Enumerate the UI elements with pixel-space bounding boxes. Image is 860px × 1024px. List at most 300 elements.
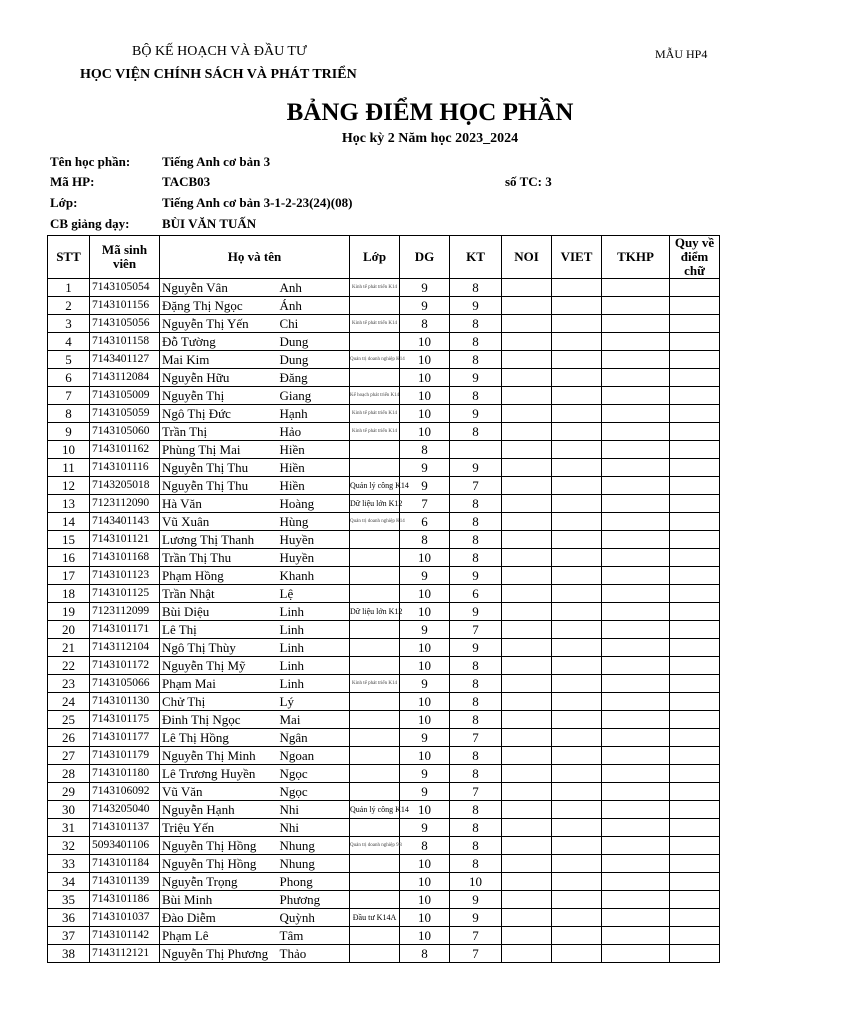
- cell-dg: 8: [400, 945, 450, 963]
- cell-class: Kế hoạch phát triển K14: [350, 387, 400, 405]
- cell-noi: [502, 297, 552, 315]
- cell-stt: 31: [48, 819, 90, 837]
- cell-first-name: Đăng: [280, 369, 350, 387]
- cell-letter-grade: [670, 765, 720, 783]
- cell-kt: 8: [450, 513, 502, 531]
- cell-last-name: Nguyễn Thị Phương: [160, 945, 280, 963]
- table-row: [48, 657, 770, 675]
- cell-first-name: Ánh: [280, 297, 350, 315]
- header-viet: VIET: [552, 236, 602, 279]
- cell-first-name: Ngoan: [280, 747, 350, 765]
- cell-tkhp: [602, 513, 670, 531]
- cell-student-id: 7143101137: [90, 819, 160, 837]
- cell-noi: [502, 819, 552, 837]
- cell-last-name: Phạm Lê: [160, 927, 280, 945]
- cell-stt: 17: [48, 567, 90, 585]
- cell-letter-grade: [670, 369, 720, 387]
- cell-class: [350, 459, 400, 477]
- cell-stt: 29: [48, 783, 90, 801]
- cell-class: [350, 819, 400, 837]
- cell-noi: [502, 513, 552, 531]
- cell-stt: 18: [48, 585, 90, 603]
- cell-student-id: 7143105056: [90, 315, 160, 333]
- header-student-id: Mã sinh viên: [90, 236, 160, 279]
- cell-noi: [502, 387, 552, 405]
- cell-stt: 23: [48, 675, 90, 693]
- cell-kt: 8: [450, 315, 502, 333]
- cell-letter-grade: [670, 891, 720, 909]
- cell-last-name: Đinh Thị Ngọc: [160, 711, 280, 729]
- cell-viet: [552, 477, 602, 495]
- cell-viet: [552, 369, 602, 387]
- cell-tkhp: [602, 855, 670, 873]
- cell-viet: [552, 945, 602, 963]
- table-row: [48, 801, 770, 819]
- cell-letter-grade: [670, 747, 720, 765]
- cell-class: [350, 585, 400, 603]
- cell-first-name: Mai: [280, 711, 350, 729]
- cell-kt: 8: [450, 675, 502, 693]
- cell-viet: [552, 855, 602, 873]
- cell-kt: 8: [450, 549, 502, 567]
- cell-dg: 7: [400, 495, 450, 513]
- cell-kt: 7: [450, 783, 502, 801]
- cell-kt: 8: [450, 279, 502, 297]
- cell-stt: 12: [48, 477, 90, 495]
- cell-viet: [552, 837, 602, 855]
- cell-noi: [502, 621, 552, 639]
- cell-last-name: Ngô Thị Đức: [160, 405, 280, 423]
- cell-kt: 8: [450, 531, 502, 549]
- cell-viet: [552, 351, 602, 369]
- cell-last-name: Nguyễn Thị: [160, 387, 280, 405]
- cell-last-name: Lê Thị Hồng: [160, 729, 280, 747]
- cell-class: [350, 549, 400, 567]
- cell-kt: 8: [450, 837, 502, 855]
- cell-tkhp: [602, 351, 670, 369]
- cell-first-name: Hiền: [280, 477, 350, 495]
- cell-noi: [502, 279, 552, 297]
- cell-class: [350, 945, 400, 963]
- cell-first-name: Lệ: [280, 585, 350, 603]
- cell-tkhp: [602, 819, 670, 837]
- cell-tkhp: [602, 369, 670, 387]
- cell-student-id: 7143112104: [90, 639, 160, 657]
- cell-viet: [552, 549, 602, 567]
- cell-last-name: Vũ Văn: [160, 783, 280, 801]
- cell-letter-grade: [670, 279, 720, 297]
- table-row: [48, 531, 770, 549]
- table-row: [48, 549, 770, 567]
- cell-student-id: 7143101121: [90, 531, 160, 549]
- cell-first-name: Dung: [280, 333, 350, 351]
- cell-stt: 38: [48, 945, 90, 963]
- cell-class: Quản trị doanh nghiệp K14: [350, 351, 400, 369]
- cell-class: [350, 693, 400, 711]
- cell-dg: 8: [400, 531, 450, 549]
- cell-noi: [502, 747, 552, 765]
- cell-class: Kinh tế phát triển K14: [350, 675, 400, 693]
- table-row: [48, 783, 770, 801]
- cell-dg: 10: [400, 801, 450, 819]
- cell-first-name: Nhi: [280, 819, 350, 837]
- table-row: [48, 945, 770, 963]
- cell-class: Quản trị doanh nghiệp K14: [350, 513, 400, 531]
- cell-first-name: Thảo: [280, 945, 350, 963]
- cell-student-id: 7143101139: [90, 873, 160, 891]
- cell-student-id: 7123112090: [90, 495, 160, 513]
- cell-student-id: 7143401127: [90, 351, 160, 369]
- cell-last-name: Đào Diễm: [160, 909, 280, 927]
- class-value: Tiếng Anh cơ bản 3-1-2-23(24)(08): [162, 195, 353, 210]
- cell-first-name: Huyền: [280, 549, 350, 567]
- cell-tkhp: [602, 927, 670, 945]
- document-subtitle: Học kỳ 2 Năm học 2023_2024: [341, 131, 519, 146]
- table-row: [48, 693, 770, 711]
- cell-dg: 9: [400, 477, 450, 495]
- credits-value: số TC: 3: [505, 174, 552, 189]
- cell-dg: 10: [400, 585, 450, 603]
- cell-noi: [502, 945, 552, 963]
- table-row: [48, 567, 770, 585]
- table-row: [48, 441, 770, 459]
- cell-student-id: 7143205040: [90, 801, 160, 819]
- cell-last-name: Phạm Hồng: [160, 567, 280, 585]
- cell-kt: 8: [450, 333, 502, 351]
- cell-tkhp: [602, 567, 670, 585]
- cell-dg: 10: [400, 909, 450, 927]
- cell-letter-grade: [670, 855, 720, 873]
- cell-letter-grade: [670, 639, 720, 657]
- table-row: [48, 315, 770, 333]
- table-row: [48, 297, 770, 315]
- cell-first-name: Hoàng: [280, 495, 350, 513]
- cell-stt: 33: [48, 855, 90, 873]
- cell-viet: [552, 531, 602, 549]
- cell-letter-grade: [670, 585, 720, 603]
- table-row: [48, 405, 770, 423]
- cell-stt: 28: [48, 765, 90, 783]
- cell-dg: 10: [400, 351, 450, 369]
- cell-first-name: Nhung: [280, 837, 350, 855]
- cell-dg: 10: [400, 657, 450, 675]
- cell-kt: 9: [450, 603, 502, 621]
- cell-letter-grade: [670, 801, 720, 819]
- table-row: [48, 369, 770, 387]
- cell-tkhp: [602, 315, 670, 333]
- cell-class: Dữ liệu lớn K12: [350, 603, 400, 621]
- cell-tkhp: [602, 441, 670, 459]
- cell-dg: 9: [400, 675, 450, 693]
- cell-student-id: 5093401106: [90, 837, 160, 855]
- cell-first-name: Khanh: [280, 567, 350, 585]
- cell-stt: 26: [48, 729, 90, 747]
- cell-last-name: Nguyễn Hữu: [160, 369, 280, 387]
- cell-tkhp: [602, 675, 670, 693]
- cell-student-id: 7143101172: [90, 657, 160, 675]
- cell-class: [350, 729, 400, 747]
- cell-tkhp: [602, 603, 670, 621]
- cell-letter-grade: [670, 783, 720, 801]
- cell-kt: 8: [450, 747, 502, 765]
- cell-student-id: 7143101158: [90, 333, 160, 351]
- table-row: [48, 585, 770, 603]
- cell-dg: 10: [400, 387, 450, 405]
- cell-last-name: Đặng Thị Ngọc: [160, 297, 280, 315]
- cell-class: [350, 765, 400, 783]
- cell-viet: [552, 459, 602, 477]
- table-row: [48, 765, 770, 783]
- table-row: [48, 729, 770, 747]
- cell-class: [350, 333, 400, 351]
- grade-table: [47, 235, 770, 963]
- cell-last-name: Đỗ Tường: [160, 333, 280, 351]
- cell-student-id: 7143101180: [90, 765, 160, 783]
- cell-stt: 36: [48, 909, 90, 927]
- table-row: [48, 423, 770, 441]
- table-row: [48, 873, 770, 891]
- header-dg: DG: [400, 236, 450, 279]
- form-code: MẪU HP4: [655, 47, 708, 61]
- cell-stt: 32: [48, 837, 90, 855]
- table-row: [48, 927, 770, 945]
- cell-tkhp: [602, 621, 670, 639]
- table-row: [48, 351, 770, 369]
- header-stt: STT: [48, 236, 90, 279]
- cell-stt: 15: [48, 531, 90, 549]
- cell-stt: 1: [48, 279, 90, 297]
- cell-viet: [552, 423, 602, 441]
- cell-noi: [502, 351, 552, 369]
- cell-letter-grade: [670, 603, 720, 621]
- cell-noi: [502, 801, 552, 819]
- cell-tkhp: [602, 657, 670, 675]
- cell-dg: 10: [400, 693, 450, 711]
- cell-first-name: Ngọc: [280, 765, 350, 783]
- cell-class: [350, 567, 400, 585]
- cell-tkhp: [602, 909, 670, 927]
- table-header-row: [48, 236, 770, 279]
- cell-class: [350, 711, 400, 729]
- cell-class: Kinh tế phát triển K14: [350, 423, 400, 441]
- cell-tkhp: [602, 297, 670, 315]
- cell-viet: [552, 639, 602, 657]
- cell-dg: 10: [400, 873, 450, 891]
- cell-stt: 8: [48, 405, 90, 423]
- cell-last-name: Chử Thị: [160, 693, 280, 711]
- cell-class: [350, 747, 400, 765]
- cell-last-name: Vũ Xuân: [160, 513, 280, 531]
- cell-class: Quản lý công K14: [350, 477, 400, 495]
- cell-tkhp: [602, 765, 670, 783]
- cell-last-name: Nguyễn Thị Minh: [160, 747, 280, 765]
- cell-tkhp: [602, 711, 670, 729]
- cell-letter-grade: [670, 819, 720, 837]
- cell-class: Quản trị doanh nghiệp 9B: [350, 837, 400, 855]
- header-full-name: Họ và tên: [160, 236, 350, 279]
- cell-dg: 10: [400, 549, 450, 567]
- cell-student-id: 7143105054: [90, 279, 160, 297]
- academy-name: HỌC VIỆN CHÍNH SÁCH VÀ PHÁT TRIỂN: [80, 67, 357, 82]
- cell-last-name: Nguyễn Thị Mỹ: [160, 657, 280, 675]
- cell-tkhp: [602, 747, 670, 765]
- cell-viet: [552, 279, 602, 297]
- table-row: [48, 333, 770, 351]
- cell-tkhp: [602, 477, 670, 495]
- table-row: [48, 891, 770, 909]
- cell-last-name: Trần Thị: [160, 423, 280, 441]
- cell-letter-grade: [670, 405, 720, 423]
- cell-stt: 2: [48, 297, 90, 315]
- cell-class: Quản lý công K14: [350, 801, 400, 819]
- cell-tkhp: [602, 387, 670, 405]
- cell-viet: [552, 405, 602, 423]
- cell-tkhp: [602, 531, 670, 549]
- cell-letter-grade: [670, 675, 720, 693]
- cell-student-id: 7143101175: [90, 711, 160, 729]
- cell-noi: [502, 873, 552, 891]
- cell-kt: 8: [450, 495, 502, 513]
- cell-dg: 6: [400, 513, 450, 531]
- cell-first-name: Nhi: [280, 801, 350, 819]
- cell-stt: 27: [48, 747, 90, 765]
- cell-dg: 9: [400, 783, 450, 801]
- cell-first-name: Linh: [280, 603, 350, 621]
- cell-viet: [552, 873, 602, 891]
- cell-noi: [502, 837, 552, 855]
- cell-student-id: 7143101130: [90, 693, 160, 711]
- cell-viet: [552, 909, 602, 927]
- cell-first-name: Quỳnh: [280, 909, 350, 927]
- cell-kt: 9: [450, 567, 502, 585]
- cell-kt: 9: [450, 405, 502, 423]
- cell-dg: 9: [400, 459, 450, 477]
- cell-last-name: Nguyễn Thị Hồng: [160, 855, 280, 873]
- cell-stt: 5: [48, 351, 90, 369]
- cell-viet: [552, 441, 602, 459]
- cell-dg: 10: [400, 855, 450, 873]
- cell-noi: [502, 657, 552, 675]
- cell-noi: [502, 531, 552, 549]
- header-noi: NOI: [502, 236, 552, 279]
- cell-letter-grade: [670, 873, 720, 891]
- cell-last-name: Nguyễn Vân: [160, 279, 280, 297]
- cell-class: Kinh tế phát triển K14: [350, 279, 400, 297]
- cell-viet: [552, 747, 602, 765]
- cell-kt: 8: [450, 387, 502, 405]
- table-row: [48, 603, 770, 621]
- cell-class: Kinh tế phát triển K14: [350, 315, 400, 333]
- table-row: [48, 747, 770, 765]
- table-row: [48, 279, 770, 297]
- cell-dg: 10: [400, 405, 450, 423]
- cell-stt: 20: [48, 621, 90, 639]
- cell-stt: 19: [48, 603, 90, 621]
- cell-student-id: 7143101162: [90, 441, 160, 459]
- cell-letter-grade: [670, 909, 720, 927]
- cell-dg: 9: [400, 621, 450, 639]
- cell-dg: 8: [400, 441, 450, 459]
- cell-class: Kinh tế phát triển K14: [350, 405, 400, 423]
- cell-last-name: Bùi Diệu: [160, 603, 280, 621]
- cell-kt: 10: [450, 873, 502, 891]
- cell-letter-grade: [670, 927, 720, 945]
- cell-student-id: 7143101186: [90, 891, 160, 909]
- cell-dg: 10: [400, 891, 450, 909]
- cell-class: [350, 369, 400, 387]
- cell-letter-grade: [670, 351, 720, 369]
- cell-noi: [502, 765, 552, 783]
- cell-student-id: 7143101171: [90, 621, 160, 639]
- cell-last-name: Lê Thị: [160, 621, 280, 639]
- cell-letter-grade: [670, 387, 720, 405]
- course-name-label: Tên học phần:: [50, 154, 131, 169]
- cell-dg: 9: [400, 297, 450, 315]
- cell-stt: 35: [48, 891, 90, 909]
- cell-noi: [502, 711, 552, 729]
- cell-dg: 9: [400, 729, 450, 747]
- cell-viet: [552, 315, 602, 333]
- cell-last-name: Lê Trương Huyền: [160, 765, 280, 783]
- cell-first-name: Tâm: [280, 927, 350, 945]
- cell-tkhp: [602, 333, 670, 351]
- cell-viet: [552, 621, 602, 639]
- cell-first-name: Dung: [280, 351, 350, 369]
- cell-student-id: 7143101037: [90, 909, 160, 927]
- table-row: [48, 639, 770, 657]
- cell-tkhp: [602, 801, 670, 819]
- cell-noi: [502, 909, 552, 927]
- cell-first-name: Anh: [280, 279, 350, 297]
- course-name-value: Tiếng Anh cơ bản 3: [162, 154, 271, 169]
- cell-noi: [502, 783, 552, 801]
- table-row: [48, 477, 770, 495]
- cell-dg: 9: [400, 567, 450, 585]
- cell-noi: [502, 585, 552, 603]
- cell-tkhp: [602, 279, 670, 297]
- cell-letter-grade: [670, 657, 720, 675]
- cell-dg: 9: [400, 819, 450, 837]
- cell-letter-grade: [670, 549, 720, 567]
- cell-last-name: Mai Kim: [160, 351, 280, 369]
- class-label: Lớp:: [50, 195, 78, 210]
- cell-class: [350, 855, 400, 873]
- cell-student-id: 7143101123: [90, 567, 160, 585]
- cell-last-name: Nguyễn Thị Thu: [160, 477, 280, 495]
- cell-last-name: Nguyễn Thị Thu: [160, 459, 280, 477]
- table-row: [48, 621, 770, 639]
- cell-kt: 8: [450, 765, 502, 783]
- table-row: [48, 513, 770, 531]
- cell-noi: [502, 405, 552, 423]
- cell-noi: [502, 549, 552, 567]
- cell-dg: 10: [400, 333, 450, 351]
- cell-kt: 7: [450, 621, 502, 639]
- cell-noi: [502, 693, 552, 711]
- cell-student-id: 7143101125: [90, 585, 160, 603]
- cell-tkhp: [602, 549, 670, 567]
- cell-letter-grade: [670, 297, 720, 315]
- cell-tkhp: [602, 891, 670, 909]
- cell-class: [350, 657, 400, 675]
- cell-first-name: Hạnh: [280, 405, 350, 423]
- cell-tkhp: [602, 837, 670, 855]
- cell-class: Dữ liệu lớn K12: [350, 495, 400, 513]
- cell-letter-grade: [670, 333, 720, 351]
- cell-noi: [502, 477, 552, 495]
- cell-kt: 7: [450, 945, 502, 963]
- cell-kt: 8: [450, 657, 502, 675]
